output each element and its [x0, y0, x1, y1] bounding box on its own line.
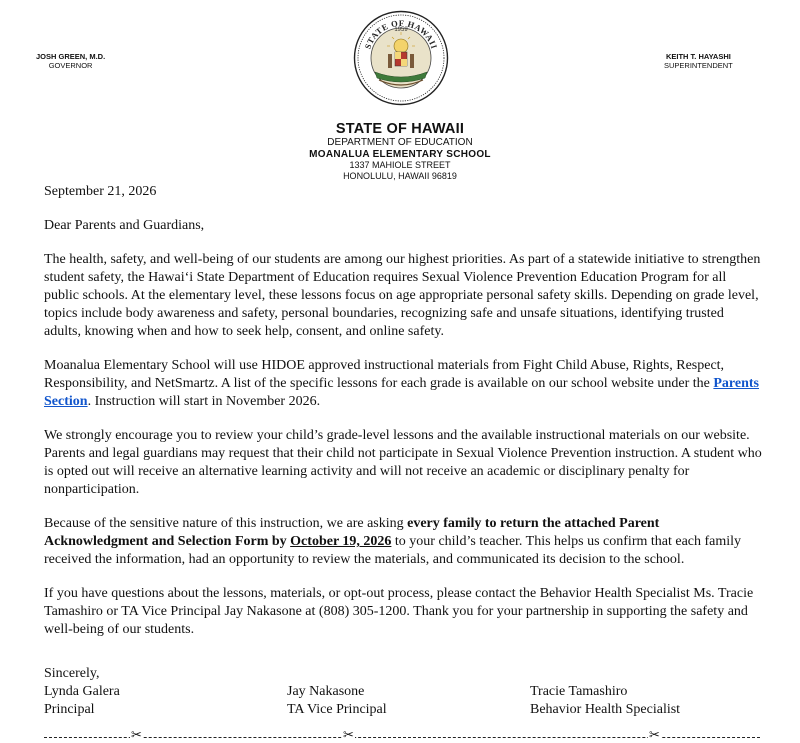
letterhead-street: 1337 MAHIOLE STREET: [349, 160, 451, 170]
signer-name: Lynda Galera: [44, 684, 120, 699]
signer-title: Principal: [44, 702, 95, 717]
superintendent-block: [664, 52, 733, 70]
letterhead-school: MOANALUA ELEMENTARY SCHOOL: [309, 148, 491, 160]
scissors-icon: ✂: [343, 727, 354, 742]
parents-section-link[interactable]: Parents Section: [44, 376, 759, 409]
paragraph-return-text: Because of the sensitive nature of this instruction, we are asking: [44, 516, 408, 531]
paragraph-contact: If you have questions about the lessons, materials, or opt-out process, please contact the Behavior Health Specialist Ms. Tracie Tamashiro or TA Vice Principal Jay Nakasone at (808) 305-1200. Thank you for your partnership in supporting the safety and well-being of our students.: [44, 586, 754, 637]
paragraph-return-end: to your child’s teacher. This helps us confirm that each family received the information, had an opportunity to review the materials, and communicated its decision to the school.: [44, 534, 742, 567]
paragraph-intro: The health, safety, and well-being of our students are among our highest priorities. As part of a statewide initiative to strengthen student safety, the Hawai‘i State Department of Education requires Sexual Violence Prevention Education Program for all public schools. At the elementary level, these lessons focus on age appropriate personal safety skills. Depending on grade level, topics include body awareness and safety, personal boundaries, recognizing safe and unsafe situations, identifying trusted adults, knowing when and how to seek help, consent, and online safety.: [44, 252, 761, 339]
superintendent-name: KEITH T. HAYASHI: [665, 52, 731, 61]
scissors-icon: ✂: [649, 727, 660, 742]
seal-year: 1959: [394, 27, 408, 33]
scissors-icon: ✂: [131, 727, 142, 742]
governor-block: [36, 52, 105, 70]
return-deadline: October 19, 2026: [290, 534, 392, 549]
signature-block: [44, 665, 764, 719]
letterhead-department: DEPARTMENT OF EDUCATION: [327, 137, 473, 148]
paragraph-materials-end: . Instruction will start in November 2026.: [87, 394, 321, 409]
signer-title: Behavior Health Specialist: [530, 702, 681, 717]
signer-name: Tracie Tamashiro: [530, 684, 628, 699]
letterhead-state: STATE OF HAWAII: [335, 121, 465, 137]
closing: Sincerely,: [44, 666, 100, 681]
paragraph-materials-text: Moanalua Elementary School will use HIDOE approved instructional materials from Fight Child Abuse, Rights, Respect, Responsibility, and NetSmartz. A list of the specific lessons for each grade is available on our school website under the: [44, 358, 725, 391]
paragraph-review: We strongly encourage you to review your child’s grade-level lessons and the available instructional materials on our website. Parents and legal guardians may request that their child not participate in Sexual Violence Prevention instruction. A student who is opted out will receive an alternative learning activity and will not receive an academic or disciplinary penalty for nonparticipation.: [44, 428, 762, 497]
state-seal-icon: [353, 10, 449, 106]
governor-name: JOSH GREEN, M.D.: [36, 52, 106, 61]
letterhead-city: HONOLULU, HAWAII 96819: [343, 171, 457, 181]
paragraph-return-form: [44, 515, 764, 569]
letter-greeting: Dear Parents and Guardians,: [44, 218, 205, 233]
letter-body: [44, 183, 764, 639]
signer-vice-principal: [287, 683, 530, 719]
paragraph-materials: [44, 357, 764, 411]
letterhead: [0, 121, 800, 182]
signer-name: Jay Nakasone: [287, 684, 365, 699]
signer-principal: [44, 683, 287, 719]
cut-line: [44, 727, 760, 743]
superintendent-title: SUPERINTENDENT: [664, 61, 733, 70]
return-form-emphasis: every family to return the attached Parent Acknowledgment and Selection Form by: [44, 516, 660, 549]
letter-date: September 21, 2026: [44, 184, 157, 199]
signer-behavior-specialist: [530, 683, 764, 719]
signer-title: TA Vice Principal: [287, 702, 387, 717]
seal-text: STATE OF HAWAII: [362, 17, 440, 51]
governor-title: GOVERNOR: [48, 61, 93, 70]
